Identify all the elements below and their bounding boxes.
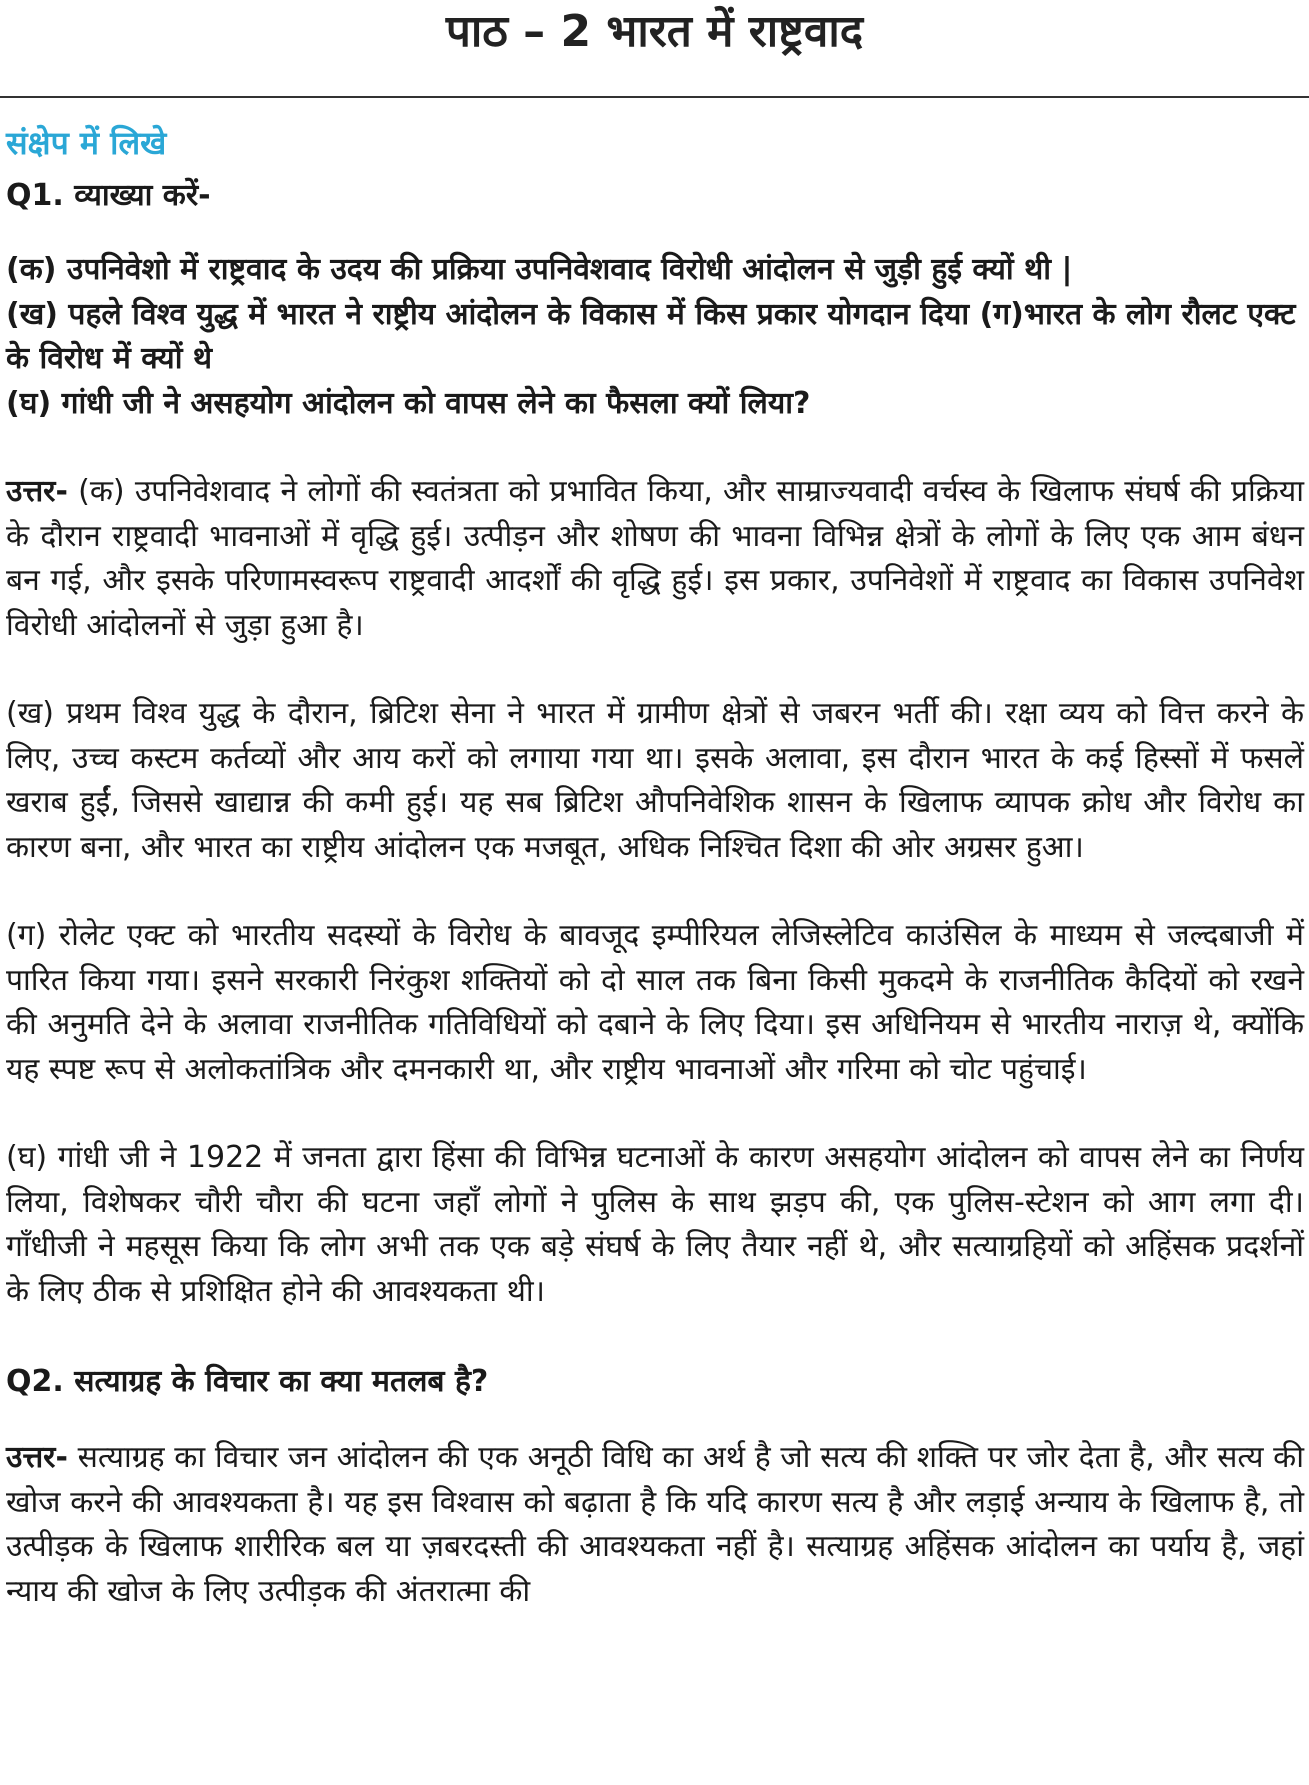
answer-2 <box>6 1436 1304 1614</box>
answer-1-kha: (ख) प्रथम विश्व युद्ध के दौरान, ब्रिटिश सेना ने भारत में ग्रामीण क्षेत्रों से जबरन भर्ती की। रक्षा व्यय को वित्त करने के लिए, उच्च कस्टम कर्तव्यों और आय करों को लगाया गया था। इसके अलावा, इस दौरान भारत के कई हिस्सों में फसलें खराब हुईं, जिससे खाद्यान्न की कमी हुई। यह सब ब्रिटिश औपनिवेशिक शासन के खिलाफ व्यापक क्रोध और विरोध का कारण बना, और भारत का राष्ट्रीय आंदोलन एक मजबूत, अधिक निश्चित दिशा की ओर अग्रसर हुआ। <box>6 696 1304 865</box>
answer-2-text: सत्याग्रह का विचार जन आंदोलन की एक अनूठी विधि का अर्थ है जो सत्य की शक्ति पर जोर देता है, और सत्य की खोज करने की आवश्यकता है। यह इस विश्वास को बढ़ाता है कि यदि कारण सत्य है और लड़ाई अन्याय के खिलाफ है, तो उत्पीड़क के खिलाफ शारीरिक बल या ज़बरदस्ती की आवश्यकता नहीं है। सत्याग्रह अहिंसक आंदोलन का पर्याय है, जहां न्याय की खोज के लिए उत्पीड़क की अंतरात्मा की <box>6 1440 1304 1609</box>
answer-label: उत्तर- <box>6 1440 68 1475</box>
answer-label: उत्तर- <box>6 474 68 509</box>
question-1-title: Q1. व्याख्या करें- <box>6 178 211 213</box>
question-1-items <box>6 248 1304 426</box>
question-1-item-gha: (घ) गांधी जी ने असहयोग आंदोलन को वापस लेने का फैसला क्यों लिया? <box>6 385 811 421</box>
page-title: पाठ – 2 भारत में राष्ट्रवाद <box>445 6 864 57</box>
question-1-item-kha-ga: (ख) पहले विश्व युद्ध में भारत ने राष्ट्रीय आंदोलन के विकास में किस प्रकार योगदान दिया (ग)भारत के लोग रौलट एक्ट के विरोध में क्यों थे <box>6 296 1296 376</box>
answer-1-ka <box>6 470 1304 648</box>
title-divider <box>0 96 1309 98</box>
section-heading: संक्षेप में लिखे <box>6 124 167 162</box>
answer-1-ga: (ग) रोलेट एक्ट को भारतीय सदस्यों के विरोध के बावजूद इम्पीरियल लेजिस्लेटिव काउंसिल के माध्यम से जल्दबाजी में पारित किया गया। इसने सरकारी निरंकुश शक्तियों को दो साल तक बिना किसी मुकदमे के राजनीतिक कैदियों को रखने की अनुमति देने के अलावा राजनीतिक गतिविधियों को दबाने के लिए दिया। इस अधिनियम से भारतीय नाराज़ थे, क्योंकि यह स्पष्ट रूप से अलोकतांत्रिक और दमनकारी था, और राष्ट्रीय भावनाओं और गरिमा को चोट पहुंचाई। <box>6 918 1304 1087</box>
question-2-title: Q2. सत्याग्रह के विचार का क्या मतलब है? <box>6 1364 489 1399</box>
answer-1-gha: (घ) गांधी जी ने 1922 में जनता द्वारा हिंसा की विभिन्न घटनाओं के कारण असहयोग आंदोलन को वापस लेने का निर्णय लिया, विशेषकर चौरी चौरा की घटना जहाँ लोगों ने पुलिस के साथ झड़प की, एक पुलिस-स्टेशन को आग लगा दी। गाँधीजी ने महसूस किया कि लोग अभी तक एक बड़े संघर्ष के लिए तैयार नहीं थे, और सत्याग्रहियों को अहिंसक प्रदर्शनों के लिए ठीक से प्रशिक्षित होने की आवश्यकता थी। <box>6 1140 1304 1309</box>
answer-1-ka-text: (क) उपनिवेशवाद ने लोगों की स्वतंत्रता को प्रभावित किया, और साम्राज्यवादी वर्चस्व के खिलाफ संघर्ष की प्रक्रिया के दौरान राष्ट्रवादी भावनाओं में वृद्धि हुई। उत्पीड़न और शोषण की भावना विभिन्न क्षेत्रों के लोगों के लिए एक आम बंधन बन गई, और इसके परिणामस्वरूप राष्ट्रवादी आदर्शों की वृद्धि हुई। इस प्रकार, उपनिवेशों में राष्ट्रवाद का विकास उपनिवेश विरोधी आंदोलनों से जुड़ा हुआ है। <box>6 474 1304 643</box>
document-body <box>6 118 1304 1658</box>
question-1-item-ka: (क) उपनिवेशो में राष्ट्रवाद के उदय की प्रक्रिया उपनिवेशवाद विरोधी आंदोलन से जुड़ी हुई क्यों थी | <box>6 252 1073 287</box>
